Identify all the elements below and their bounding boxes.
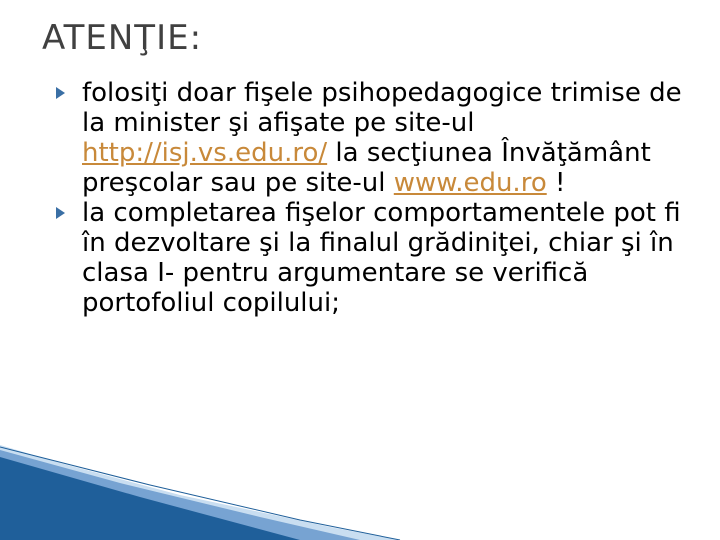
edu-link[interactable]: www.edu.ro [393, 168, 547, 198]
bullet-text: la secţiunea Învăţământ preşcolar sau pe site-ul [82, 138, 651, 198]
isj-link[interactable]: http://isj.vs.edu.ro/ [82, 138, 328, 168]
triangle-bullet-icon [56, 207, 65, 219]
bullet-item [56, 78, 696, 198]
bullet-text: la completarea fişelor comportamentele pot fi în dezvoltare şi la finalul grădiniţei, chiar şi în clasa I- pentru argumentare se verifică portofoliul copilului; [82, 198, 681, 318]
bullet-text: folosiţi doar fişele psihopedagogice trimise de la minister şi afişate pe site-ul [82, 78, 682, 138]
bottom-decoration [0, 445, 720, 540]
bullet-item [56, 198, 696, 318]
triangle-bullet-icon [56, 87, 65, 99]
slide-title: ATENŢIE: [42, 18, 203, 58]
bullet-text: ! [546, 168, 566, 198]
bullet-list [56, 78, 696, 318]
